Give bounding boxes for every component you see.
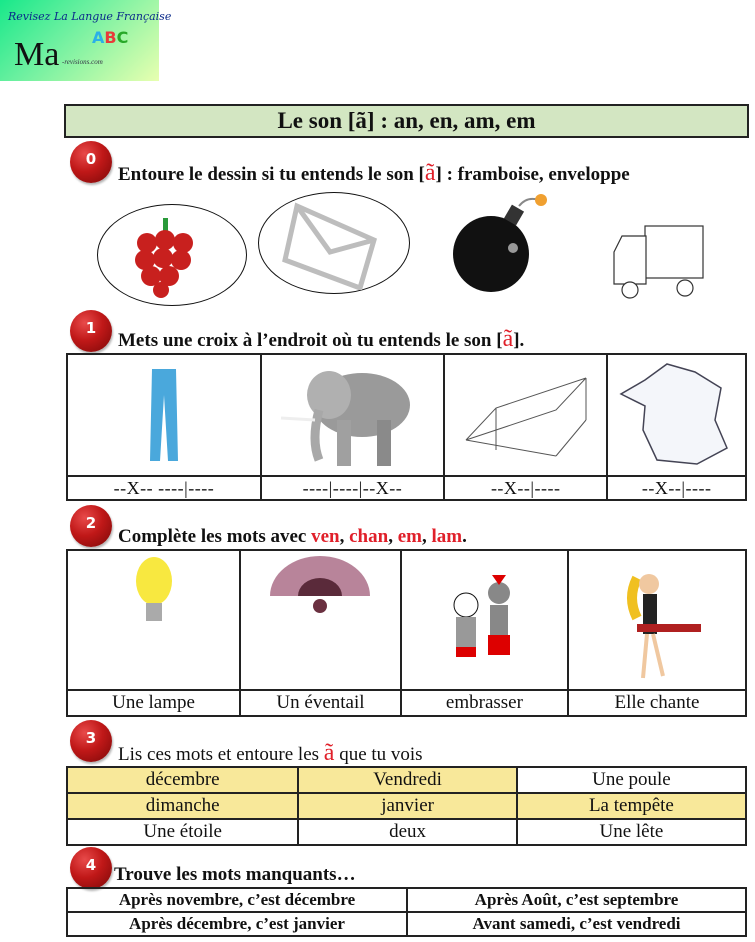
sentence-cell: Après novembre, c’est décembre <box>67 888 407 912</box>
tent-icon <box>456 370 596 460</box>
word-cell: Elle chante <box>568 690 746 716</box>
answer-cell: --X--|---- <box>607 476 746 500</box>
word-cell: décembre <box>67 767 298 793</box>
trousers-icon <box>144 365 184 465</box>
sentence-cell: Après Août, c’est septembre <box>407 888 746 912</box>
word-cell: deux <box>298 819 516 845</box>
page-title: Le son [ã] : an, en, am, em <box>64 104 749 138</box>
fan-icon <box>260 551 380 641</box>
exercise-badge-0: 0 <box>70 141 112 183</box>
logo-abc: ABC <box>92 28 129 47</box>
exercise-2-instruction: Complète les mots avec ven, chan, em, lam. <box>118 526 467 547</box>
site-logo <box>0 0 172 81</box>
word-cell: janvier <box>298 793 516 819</box>
word-cell: Un éventail <box>240 690 401 716</box>
logo-tagline: Revisez La Langue Française <box>8 10 172 23</box>
word-cell: Une lête <box>517 819 746 845</box>
exercise-badge-3: 3 <box>70 720 112 762</box>
raspberry-icon <box>125 218 205 298</box>
word-cell: embrasser <box>401 690 568 716</box>
word-cell: dimanche <box>67 793 298 819</box>
picture-cell <box>444 354 607 476</box>
exercise-3-instruction: Lis ces mots et entoure les ã que tu vois <box>118 740 423 766</box>
envelope-icon <box>282 200 382 290</box>
sentence-cell: Avant samedi, c’est vendredi <box>407 912 746 936</box>
picture-cell <box>67 550 240 690</box>
answer-cell: --X--|---- <box>444 476 607 500</box>
exercise-4-table <box>66 887 747 937</box>
picture-cell <box>607 354 746 476</box>
picture-cell <box>401 550 568 690</box>
logo-site: -revisions.com <box>62 58 103 66</box>
singer-icon <box>607 558 707 683</box>
picture-cell <box>261 354 444 476</box>
light-bulb-icon <box>124 551 184 631</box>
logo-name: Ma <box>14 36 60 73</box>
france-map-icon <box>617 360 737 470</box>
word-cell: Une lampe <box>67 690 240 716</box>
answer-cell: ----|----|--X-- <box>261 476 444 500</box>
truck-icon <box>610 222 705 304</box>
elephant-icon <box>277 360 427 470</box>
exercise-0-instruction: Entoure le dessin si tu entends le son [ã] : framboise, enveloppe <box>118 160 630 186</box>
answer-cell: --X-- ----|---- <box>67 476 261 500</box>
exercise-2-table <box>66 549 747 717</box>
exercise-badge-1: 1 <box>70 310 112 352</box>
exercise-badge-2: 2 <box>70 505 112 547</box>
picture-cell <box>240 550 401 690</box>
picture-cell <box>67 354 261 476</box>
word-cell: Une poule <box>517 767 746 793</box>
word-cell: Une étoile <box>67 819 298 845</box>
kissing-children-icon <box>444 565 524 675</box>
exercise-1-instruction: Mets une croix à l’endroit où tu entends le son [ã]. <box>118 326 525 352</box>
word-cell: La tempête <box>517 793 746 819</box>
picture-cell <box>568 550 746 690</box>
exercise-3-table <box>66 766 747 846</box>
word-cell: Vendredi <box>298 767 516 793</box>
exercise-1-table <box>66 353 747 501</box>
exercise-badge-4: 4 <box>70 847 112 889</box>
exercise-4-instruction: Trouve les mots manquants… <box>114 864 356 885</box>
sentence-cell: Après décembre, c’est janvier <box>67 912 407 936</box>
bomb-icon <box>447 192 567 297</box>
